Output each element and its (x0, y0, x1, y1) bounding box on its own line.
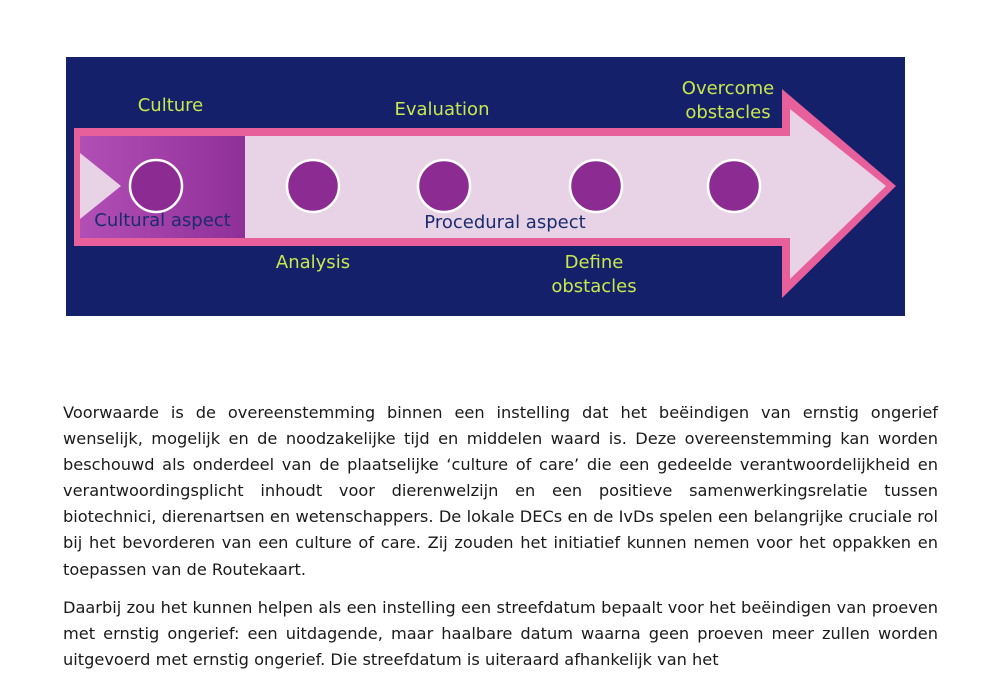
label-procedural-aspect: Procedural aspect (424, 212, 586, 233)
label-culture: Culture (137, 95, 204, 116)
milestone-dot-analysis (287, 160, 339, 212)
label-evaluation: Evaluation (394, 99, 490, 120)
label-cultural-aspect: Cultural aspect (94, 210, 231, 231)
body-paragraph: Daarbij zou het kunnen helpen als een instelling een streefdatum bepaalt voor het beëindigen van proeven met ernstig ongerief: een uitdagende, maar haalbare datum waarna geen proeven meer zullen worden uitgevoerd met ernstig ongerief. Die streefdatum is uiteraard afhankelijk van het (63, 598, 938, 670)
label-overcome-obstacles: Overcome obstacles (681, 78, 775, 123)
milestone-dot-evaluation (418, 160, 470, 212)
milestone-dot-define-obstacles (570, 160, 622, 212)
milestone-dot-culture (130, 160, 182, 212)
roadmap-figure (66, 57, 905, 316)
body-paragraph: Voorwaarde is de overeenstemming binnen een instelling dat het beëindigen van ernstig ongerief wenselijk, mogelijk en de noodzakelijke tijd en middelen waard is. Deze overeenstemming kan worden beschouwd als onderdeel van de plaatselijke ‘culture of care’ die een gedeelde verantwoordelijkheid en verantwoordingsplicht inhoudt voor dierenwelzijn en een positieve samenwerkingsrelatie tussen biotechnici, dierenartsen en wetenschappers. De lokale DECs en de IvDs spelen een belangrijke cruciale rol bij het bevorderen van een culture of care. Zij zouden het initiatief kunnen nemen voor het oppakken en toepassen van de Routekaart. (63, 403, 938, 579)
milestone-dot-overcome-obstacles (708, 160, 760, 212)
label-define-obstacles: Define obstacles (551, 252, 637, 297)
label-analysis: Analysis (275, 252, 351, 273)
